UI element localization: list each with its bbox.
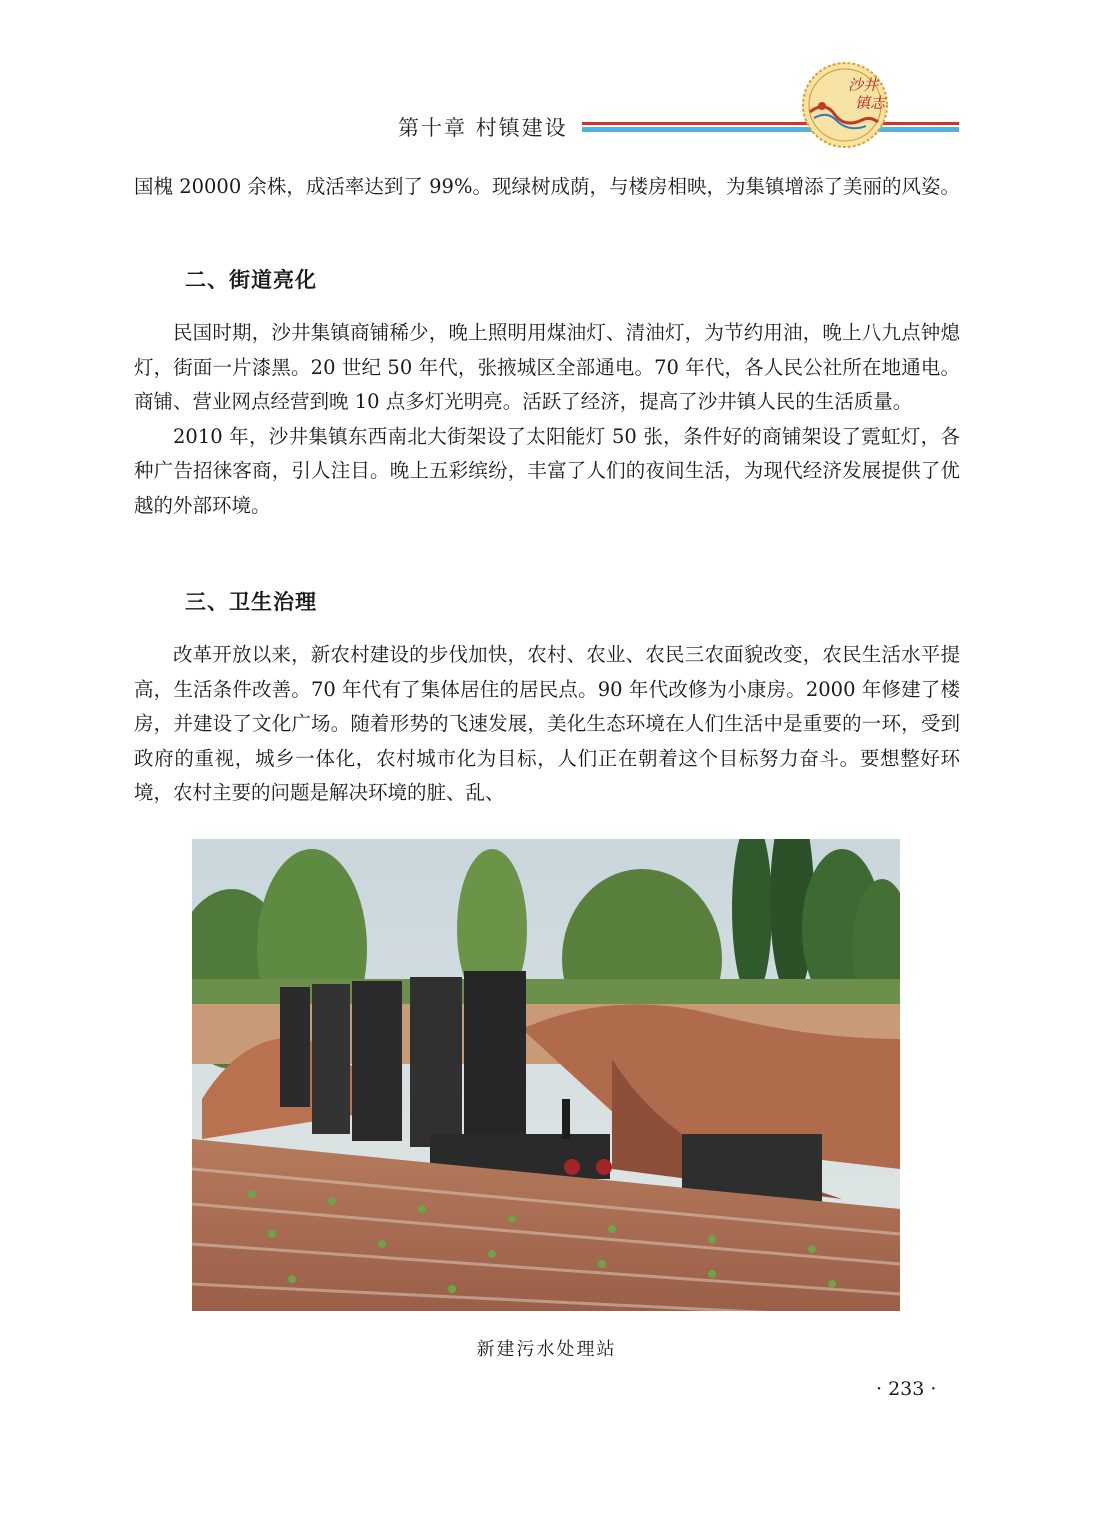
section-heading-sanitation: 三、卫生治理 [185, 590, 317, 614]
sewage-station-photo [192, 839, 900, 1311]
header-rule-blue [582, 127, 959, 132]
intro-block [134, 170, 960, 205]
section-heading-street-lighting: 二、街道亮化 [185, 268, 317, 292]
section3-body [134, 638, 960, 811]
book-seal-logo [800, 60, 890, 150]
svg-text:沙井: 沙井 [848, 76, 879, 94]
page-number: · 233 · [876, 1378, 937, 1400]
header-rule-red [582, 122, 959, 125]
svg-text:镇志: 镇志 [855, 94, 886, 112]
section3-paragraph-1: 改革开放以来，新农村建设的步伐加快，农村、农业、农民三农面貌改变，农民生活水平提高，生活条件改善。70 年代有了集体居住的居民点。90 年代改修为小康房。2000 年修建了楼房，并建设了文化广场。随着形势的飞速发展，美化生态环境在人们生活中是重要的一环，受到政府的重视，城乡一体化，农村城市化为目标，人们正在朝着这个目标努力奋斗。要想整好环境，农村主要的问题是解决环境的脏、乱、 [134, 643, 960, 804]
section2-paragraph-1: 民国时期，沙井集镇商铺稀少，晚上照明用煤油灯、清油灯，为节约用油，晚上八九点钟熄灯，街面一片漆黑。20 世纪 50 年代，张掖城区全部通电。70 年代，各人民公社所在地通电。商铺、营业网点经营到晚 10 点多灯光明亮。活跃了经济，提高了沙井镇人民的生活质量。 [134, 321, 960, 413]
photo-caption: 新建污水处理站 [476, 1339, 617, 1360]
intro-paragraph: 国槐 20000 余株，成活率达到了 99%。现绿树成荫，与楼房相映，为集镇增添了美丽的风姿。 [134, 175, 960, 198]
section2-body [134, 316, 960, 523]
section2-paragraph-2: 2010 年，沙井集镇东西南北大街架设了太阳能灯 50 张，条件好的商铺架设了霓虹灯，各种广告招徕客商，引人注目。晚上五彩缤纷，丰富了人们的夜间生活，为现代经济发展提供了优越的外部环境。 [134, 424, 960, 517]
chapter-title: 第十章 村镇建设 [398, 116, 568, 140]
